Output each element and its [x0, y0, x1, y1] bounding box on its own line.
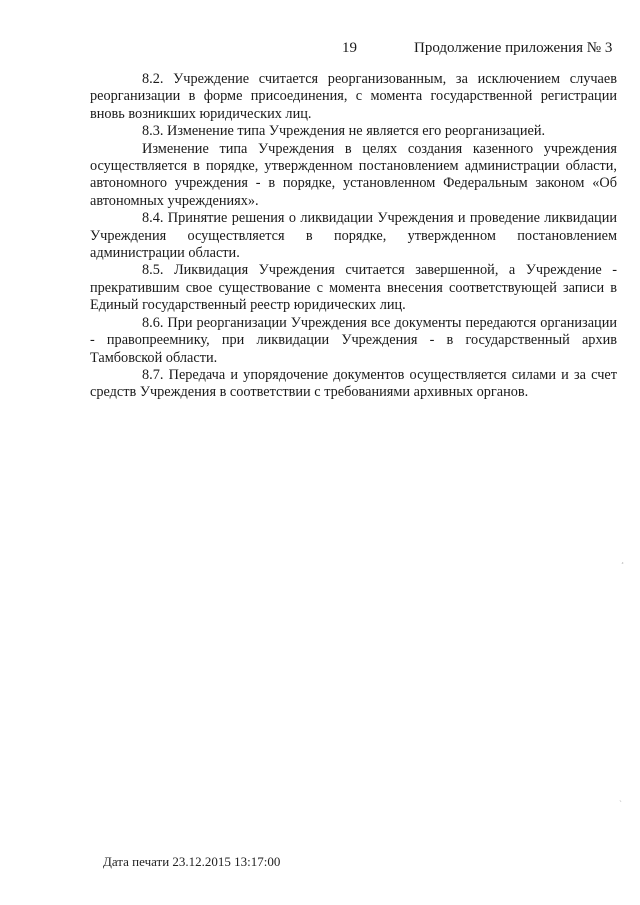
paragraph-type-change: Изменение типа Учреждения в целях создания казенного учреждения осуществляется в порядке, утвержденном постановлением администрации области, автономного учреждения - в порядке, установленном Федеральным законом «Об автономных учреждениях». — [90, 140, 617, 209]
paragraph-8-6: 8.6. При реорганизации Учреждения все документы передаются организации - правопреемнику, при ликвидации Учреждения - в государственный архив Тамбовской области. — [90, 314, 617, 366]
print-date-footer: Дата печати 23.12.2015 13:17:00 — [103, 854, 281, 869]
paragraph-8-7: 8.7. Передача и упорядочение документов осуществляется силами и за счет средств Учреждения в соответствии с требованиями архивных органов. — [90, 366, 617, 401]
paragraph-8-5: 8.5. Ликвидация Учреждения считается завершенной, а Учреждение - прекратившим свое существование с момента внесения соответствующей записи в Единый государственный реестр юридических лиц. — [90, 262, 617, 314]
document-body — [90, 71, 617, 402]
paragraph-8-3: 8.3. Изменение типа Учреждения не является его реорганизацией. — [142, 123, 546, 140]
paragraph-8-4: 8.4. Принятие решения о ликвидации Учреждения и проведение ликвидации Учреждения осуществляется в порядке, утвержденном постановлением администрации области. — [90, 210, 617, 262]
scan-artifact-mark: ˋ — [619, 799, 622, 809]
page-number: 19 — [342, 40, 357, 56]
page-header — [0, 40, 640, 62]
appendix-continuation-label: Продолжение приложения № 3 — [414, 40, 613, 56]
paragraph-8-2: 8.2. Учреждение считается реорганизованным, за исключением случаев реорганизации в форме присоединения, с момента государственной регистрации вновь возникших юридических лиц. — [90, 71, 617, 122]
scan-artifact-mark: ¸ — [621, 554, 624, 564]
